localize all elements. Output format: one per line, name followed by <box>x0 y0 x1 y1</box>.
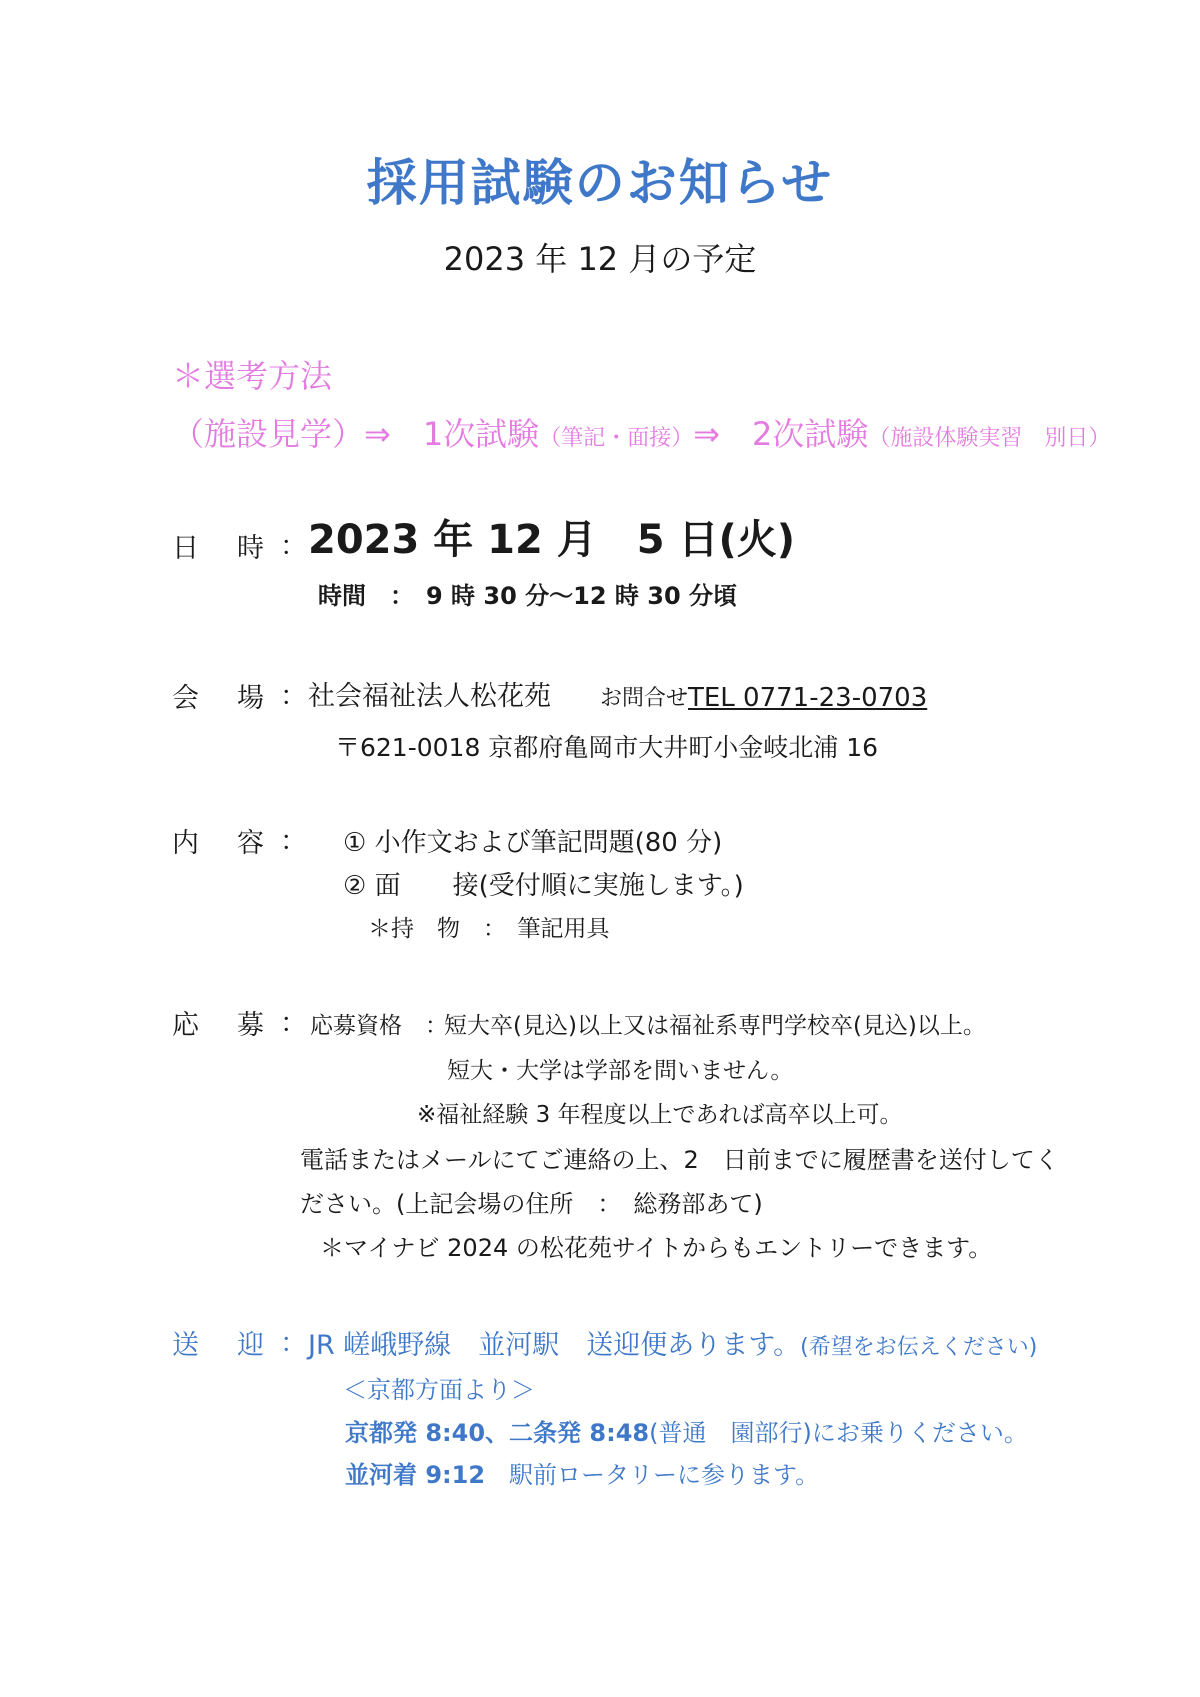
train-times: 京都発 8:40、二条発 8:48 <box>345 1419 650 1447</box>
transfer-main-note: (希望をお伝えください) <box>800 1335 1038 1360</box>
bring-items: ＊持 物 ： 筆記用具 <box>368 916 610 942</box>
transfer-label-a: 送 <box>172 1330 199 1361</box>
schedule-date: 2023 年 12 月 5 日(火) <box>308 517 796 563</box>
mynavi-note: ＊マイナビ 2024 の松花苑サイトからもエントリーできます。 <box>320 1234 993 1262</box>
train-note: (普通 園部行)にお乗りください。 <box>649 1419 1028 1447</box>
selection-flow-step2: ⇒ 2次試験 <box>693 415 869 453</box>
selection-flow <box>172 415 1111 453</box>
content-colon: ： <box>280 826 307 857</box>
qualification-line-2: 短大・大学は学部を問いません。 <box>447 1058 794 1084</box>
venue-label-b: 場 <box>237 683 264 714</box>
qualification-label: 応募資格 ： <box>310 1013 448 1039</box>
schedule-colon: ： <box>280 531 307 562</box>
venue-name: 社会福祉法人松花苑 <box>308 681 551 712</box>
from-kyoto-heading: ＜京都方面より＞ <box>343 1376 535 1404</box>
schedule-label-b: 時 <box>237 533 264 564</box>
selection-flow-step1-note: （筆記・面接） <box>539 426 694 451</box>
tel-link[interactable]: TEL 0771-23-0703 <box>688 683 928 713</box>
qualification-line-3: ※福祉経験 3 年程度以上であれば高卒以上可。 <box>417 1102 903 1128</box>
train-info <box>345 1421 1028 1445</box>
schedule-time: 時間 ： 9 時 30 分～12 時 30 分頃 <box>318 582 738 610</box>
selection-flow-step1: （施設見学）⇒ 1次試験 <box>172 415 540 453</box>
content-item-1: ① 小作文および筆記問題(80 分) <box>343 828 723 858</box>
content-item-2-rest: 接(受付順に実施します。) <box>452 871 744 901</box>
selection-heading: ＊選考方法 <box>172 357 333 395</box>
application-method-2: ださい。(上記会場の住所 ： 総務部あて) <box>300 1190 763 1218</box>
transfer-main-text: JR 嵯峨野線 並河駅 送迎便あります。 <box>308 1330 801 1361</box>
application-label-a: 応 <box>172 1010 199 1041</box>
arrival-time: 並河着 9:12 <box>345 1461 486 1489</box>
content-item-2 <box>343 873 744 899</box>
page-subtitle: 2023 年 12 月の予定 <box>443 240 757 278</box>
application-method-1: 電話またはメールにてご連絡の上、2 日前までに履歴書を送付してく <box>300 1146 1059 1174</box>
content-label-a: 内 <box>172 828 199 859</box>
qualification-line-1: 短大卒(見込)以上又は福祉系専門学校卒(見込)以上。 <box>444 1013 986 1039</box>
transfer-label-b: 迎 <box>237 1330 264 1361</box>
selection-flow-step2-note: （施設体験実習 別日） <box>868 426 1111 451</box>
schedule-label-a: 日 <box>172 533 199 564</box>
arrival-info <box>345 1463 819 1487</box>
arrival-note: 駅前ロータリーに参ります。 <box>485 1461 820 1489</box>
content-label-b: 容 <box>237 828 264 859</box>
application-colon: ： <box>280 1008 307 1039</box>
page-title: 採用試験のお知らせ <box>366 154 834 212</box>
application-label-b: 募 <box>237 1010 264 1041</box>
transfer-colon: ： <box>280 1328 307 1359</box>
transfer-main <box>308 1332 1037 1359</box>
venue-label-a: 会 <box>172 683 199 714</box>
inquiry-label: お問合せ <box>600 686 689 711</box>
venue-colon: ： <box>280 681 307 712</box>
venue-address: 〒621-0018 京都府亀岡市大井町小金岐北浦 16 <box>335 733 879 762</box>
content-item-2-num: ② 面 <box>343 871 401 901</box>
